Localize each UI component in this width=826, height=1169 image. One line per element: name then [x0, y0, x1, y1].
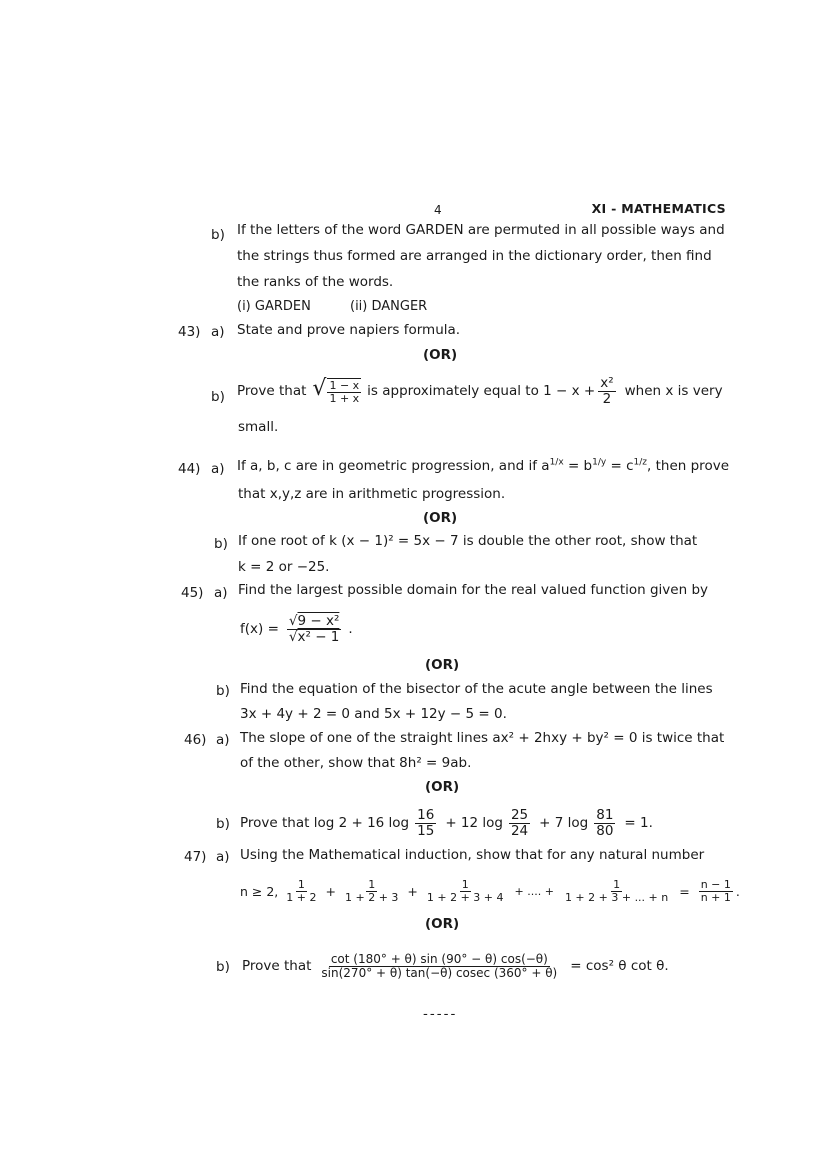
- numerator: 1: [297, 877, 305, 891]
- part-label: b): [214, 536, 228, 552]
- or-separator: (OR): [423, 347, 458, 363]
- fraction: [415, 808, 436, 837]
- question-text: small.: [238, 419, 279, 435]
- condition-text: n ≥ 2,: [240, 883, 279, 899]
- numerator: 1: [461, 877, 469, 891]
- or-separator: (OR): [425, 657, 460, 673]
- denominator: 1 + 2 + 3 + ... + n: [564, 890, 669, 904]
- part-label: b): [216, 959, 230, 975]
- denominator: 15: [417, 822, 435, 839]
- question-number: 44): [178, 461, 201, 477]
- question-text: [240, 802, 653, 844]
- question-text: If the letters of the word GARDEN are permuted in all possible ways and: [237, 222, 725, 238]
- fraction: [598, 376, 615, 405]
- part-label: a): [216, 849, 230, 865]
- subject-title: XI - MATHEMATICS: [591, 201, 726, 216]
- radicand: 9 − x²: [297, 613, 340, 630]
- fraction: [563, 879, 670, 903]
- prefix-text: Prove that log 2 + 16 log: [240, 815, 410, 831]
- denominator: 24: [510, 822, 529, 839]
- induction-statement: n ≥ 2, $\frac{1}{1 + 2}$ + $\frac{1}{1 + 2 + 3}$ + $\frac{1}{1 + 2 + 3 + 4}$ + .... + $\frac{1}{1 + 2 + 3 + ... + n}$ = $\frac{n - 1}{n + 1}$ .: [240, 877, 740, 904]
- numerator: 16: [417, 807, 435, 824]
- fraction: [287, 614, 342, 643]
- text: = c: [606, 458, 634, 474]
- numerator: √9 − x²: [288, 613, 340, 630]
- or-separator: (OR): [425, 916, 460, 932]
- denominator: 1 + 2: [286, 890, 317, 904]
- equals-sign: =: [679, 883, 690, 899]
- end-of-paper-mark: -----: [423, 1006, 458, 1022]
- radicand: x² − 1: [297, 628, 340, 645]
- middle-text: + 7 log: [539, 815, 589, 831]
- page-number: 4: [434, 203, 442, 217]
- numerator: 1: [368, 877, 376, 891]
- numerator: n − 1: [700, 877, 731, 891]
- denominator: √x² − 1: [288, 628, 340, 645]
- question-text: the strings thus formed are arranged in the dictionary order, then find: [237, 248, 712, 264]
- question-number: 46): [184, 732, 207, 748]
- part-label: b): [211, 227, 225, 243]
- part-label: a): [211, 324, 225, 340]
- fraction: [509, 808, 530, 837]
- numerator: cot (180° + θ) sin (90° − θ) cos(−θ): [330, 951, 548, 966]
- question-text: Find the equation of the bisector of the acute angle between the lines: [240, 681, 713, 697]
- numerator: 1 − x: [329, 378, 360, 392]
- question-text: 3x + 4y + 2 = 0 and 5x + 12y − 5 = 0.: [240, 706, 507, 722]
- function-lhs: f(x) =: [240, 621, 279, 637]
- part-label: a): [216, 732, 230, 748]
- question-text: of the other, show that 8h² = 9ab.: [240, 755, 472, 771]
- question-text: The slope of one of the straight lines ax² + 2hxy + by² = 0 is twice that: [240, 730, 725, 746]
- question-text: [237, 450, 729, 474]
- suffix-text: = 1.: [624, 815, 653, 831]
- suffix-text: when x is very: [624, 383, 723, 399]
- denominator: 1 + 2 + 3: [344, 890, 399, 904]
- middle-text: is approximately equal to 1 − x +: [367, 383, 596, 399]
- denominator: 1 + x: [329, 391, 360, 405]
- suffix-text: = cos² θ cot θ.: [570, 958, 669, 974]
- question-text: that x,y,z are in arithmetic progression.: [238, 486, 506, 502]
- part-label: a): [211, 461, 225, 477]
- question-text: Find the largest possible domain for the real valued function given by: [238, 582, 709, 598]
- or-separator: (OR): [425, 779, 460, 795]
- part-label: b): [216, 683, 230, 699]
- or-separator: (OR): [423, 510, 458, 526]
- numerator: 25: [510, 807, 529, 824]
- denominator: 2: [602, 390, 612, 407]
- fraction: [343, 879, 400, 903]
- question-number: 43): [178, 324, 201, 340]
- fraction: [284, 879, 318, 903]
- numerator: x²: [600, 375, 614, 392]
- part-label: b): [211, 389, 225, 405]
- denominator: 1 + 2 + 3 + 4: [426, 890, 504, 904]
- middle-text: + 12 log: [445, 815, 503, 831]
- square-root: [312, 375, 361, 405]
- fraction: [327, 380, 361, 404]
- question-text: Using the Mathematical induction, show that for any natural number: [240, 847, 705, 863]
- question-text: k = 2 or −25.: [238, 559, 330, 575]
- part-label: a): [214, 585, 228, 601]
- text: If a, b, c are in geometric progression, and if a: [237, 458, 550, 474]
- numerator: 81: [596, 807, 614, 824]
- question-number: 47): [184, 849, 207, 865]
- denominator: sin(270° + θ) tan(−θ) cosec (360° + θ): [321, 965, 558, 980]
- denominator: 80: [596, 822, 614, 839]
- question-number: 45): [181, 585, 204, 601]
- option-2: (ii) DANGER: [350, 299, 428, 314]
- question-text: the ranks of the words.: [237, 274, 394, 290]
- fraction: [699, 879, 733, 903]
- question-text: If one root of k (x − 1)² = 5x − 7 is double the other root, show that: [238, 533, 698, 549]
- text: = b: [563, 458, 593, 474]
- fraction: [425, 879, 506, 903]
- question-text: State and prove napiers formula.: [237, 322, 461, 338]
- part-label: b): [216, 816, 230, 832]
- ellipsis-text: + .... +: [514, 884, 554, 898]
- exponent: 1/z: [633, 457, 648, 468]
- exponent: 1/x: [549, 457, 564, 468]
- prefix-text: Prove that: [237, 383, 307, 399]
- text: , then prove: [647, 458, 729, 474]
- numerator: 1: [613, 877, 621, 891]
- prefix-text: Prove that: [242, 958, 312, 974]
- fraction: [594, 808, 615, 837]
- exponent: 1/y: [592, 457, 607, 468]
- fraction: [319, 953, 559, 979]
- question-text: [242, 944, 669, 988]
- radical-icon: √: [312, 375, 327, 401]
- function-definition: f(x) = $\frac{\text{√9 − x²}}{\text{√x² − 1}}$ .: [240, 613, 353, 645]
- question-text: [237, 371, 723, 411]
- option-1: (i) GARDEN: [237, 299, 311, 314]
- denominator: n + 1: [700, 890, 731, 904]
